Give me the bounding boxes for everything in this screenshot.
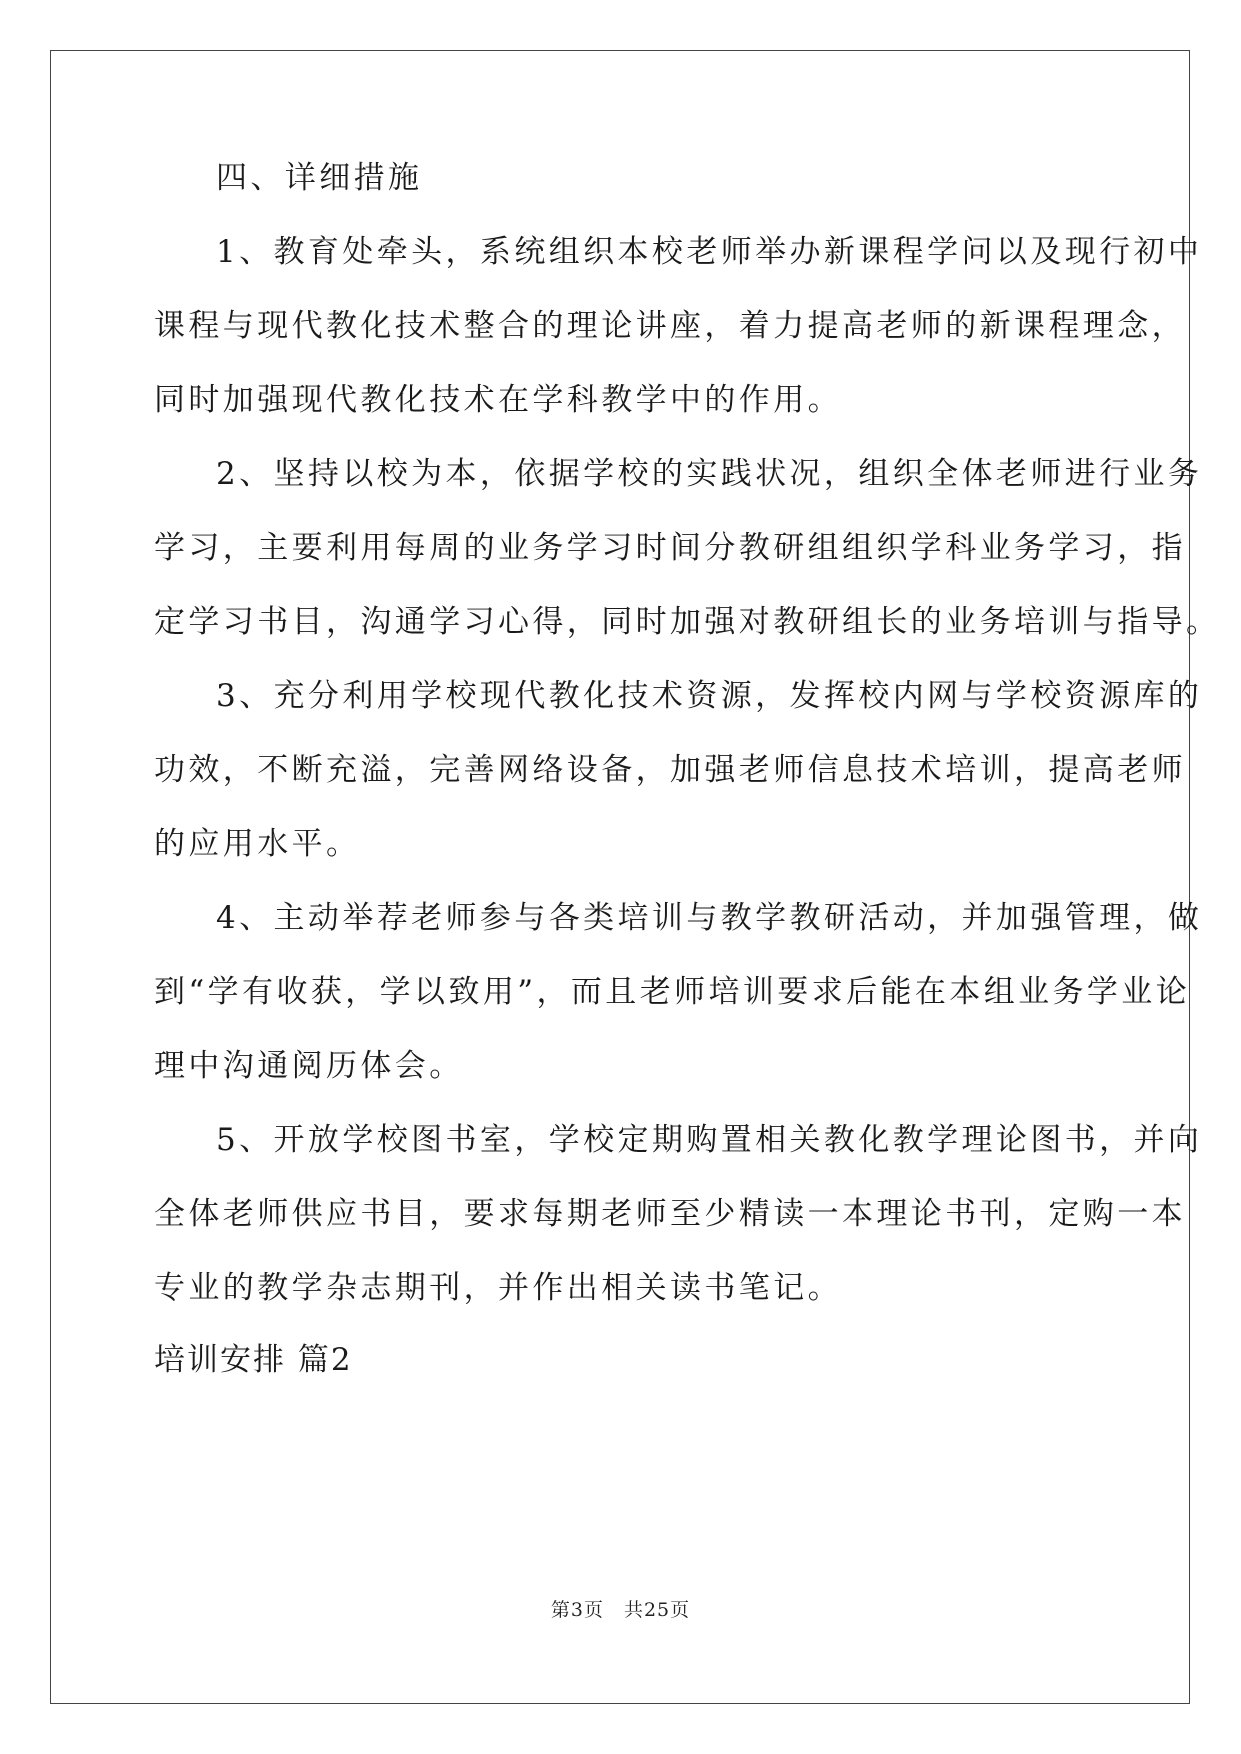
section-title: 培训安排 篇2	[154, 1342, 353, 1378]
page-border	[50, 50, 1190, 1704]
section-heading: 四、详细措施	[216, 160, 423, 196]
paragraph-2-line-2: 学习，主要利用每周的业务学习时间分教研组组织学科业务学习，指	[154, 530, 1186, 566]
paragraph-3-line-1: 3、充分利用学校现代教化技术资源，发挥校内网与学校资源库的	[216, 678, 1203, 714]
paragraph-5-line-1: 5、开放学校图书室，学校定期购置相关教化教学理论图书，并向	[216, 1122, 1203, 1158]
paragraph-3-line-3: 的应用水平。	[154, 826, 361, 862]
page-number: 第3页 共25页	[550, 1599, 691, 1621]
paragraph-5-line-2: 全体老师供应书目，要求每期老师至少精读一本理论书刊，定购一本	[154, 1196, 1186, 1232]
paragraph-4-line-2: 到“学有收获，学以致用”，而且老师培训要求后能在本组业务学业论	[154, 974, 1191, 1010]
paragraph-3-line-2: 功效，不断充溢，完善网络设备，加强老师信息技术培训，提高老师	[154, 752, 1186, 788]
paragraph-2-line-1: 2、坚持以校为本，依据学校的实践状况，组织全体老师进行业务	[216, 456, 1203, 492]
paragraph-1-line-1: 1、教育处牵头，系统组织本校老师举办新课程学问以及现行初中	[216, 234, 1203, 270]
paragraph-5-line-3: 专业的教学杂志期刊，并作出相关读书笔记。	[154, 1270, 842, 1306]
paragraph-4-line-3: 理中沟通阅历体会。	[154, 1048, 464, 1084]
paragraph-2-line-3: 定学习书目，沟通学习心得，同时加强对教研组长的业务培训与指导。	[154, 604, 1221, 640]
paragraph-1-line-3: 同时加强现代教化技术在学科教学中的作用。	[154, 382, 842, 418]
paragraph-4-line-1: 4、主动举荐老师参与各类培训与教学教研活动，并加强管理，做	[216, 900, 1203, 936]
paragraph-1-line-2: 课程与现代教化技术整合的理论讲座，着力提高老师的新课程理念，	[154, 308, 1186, 344]
